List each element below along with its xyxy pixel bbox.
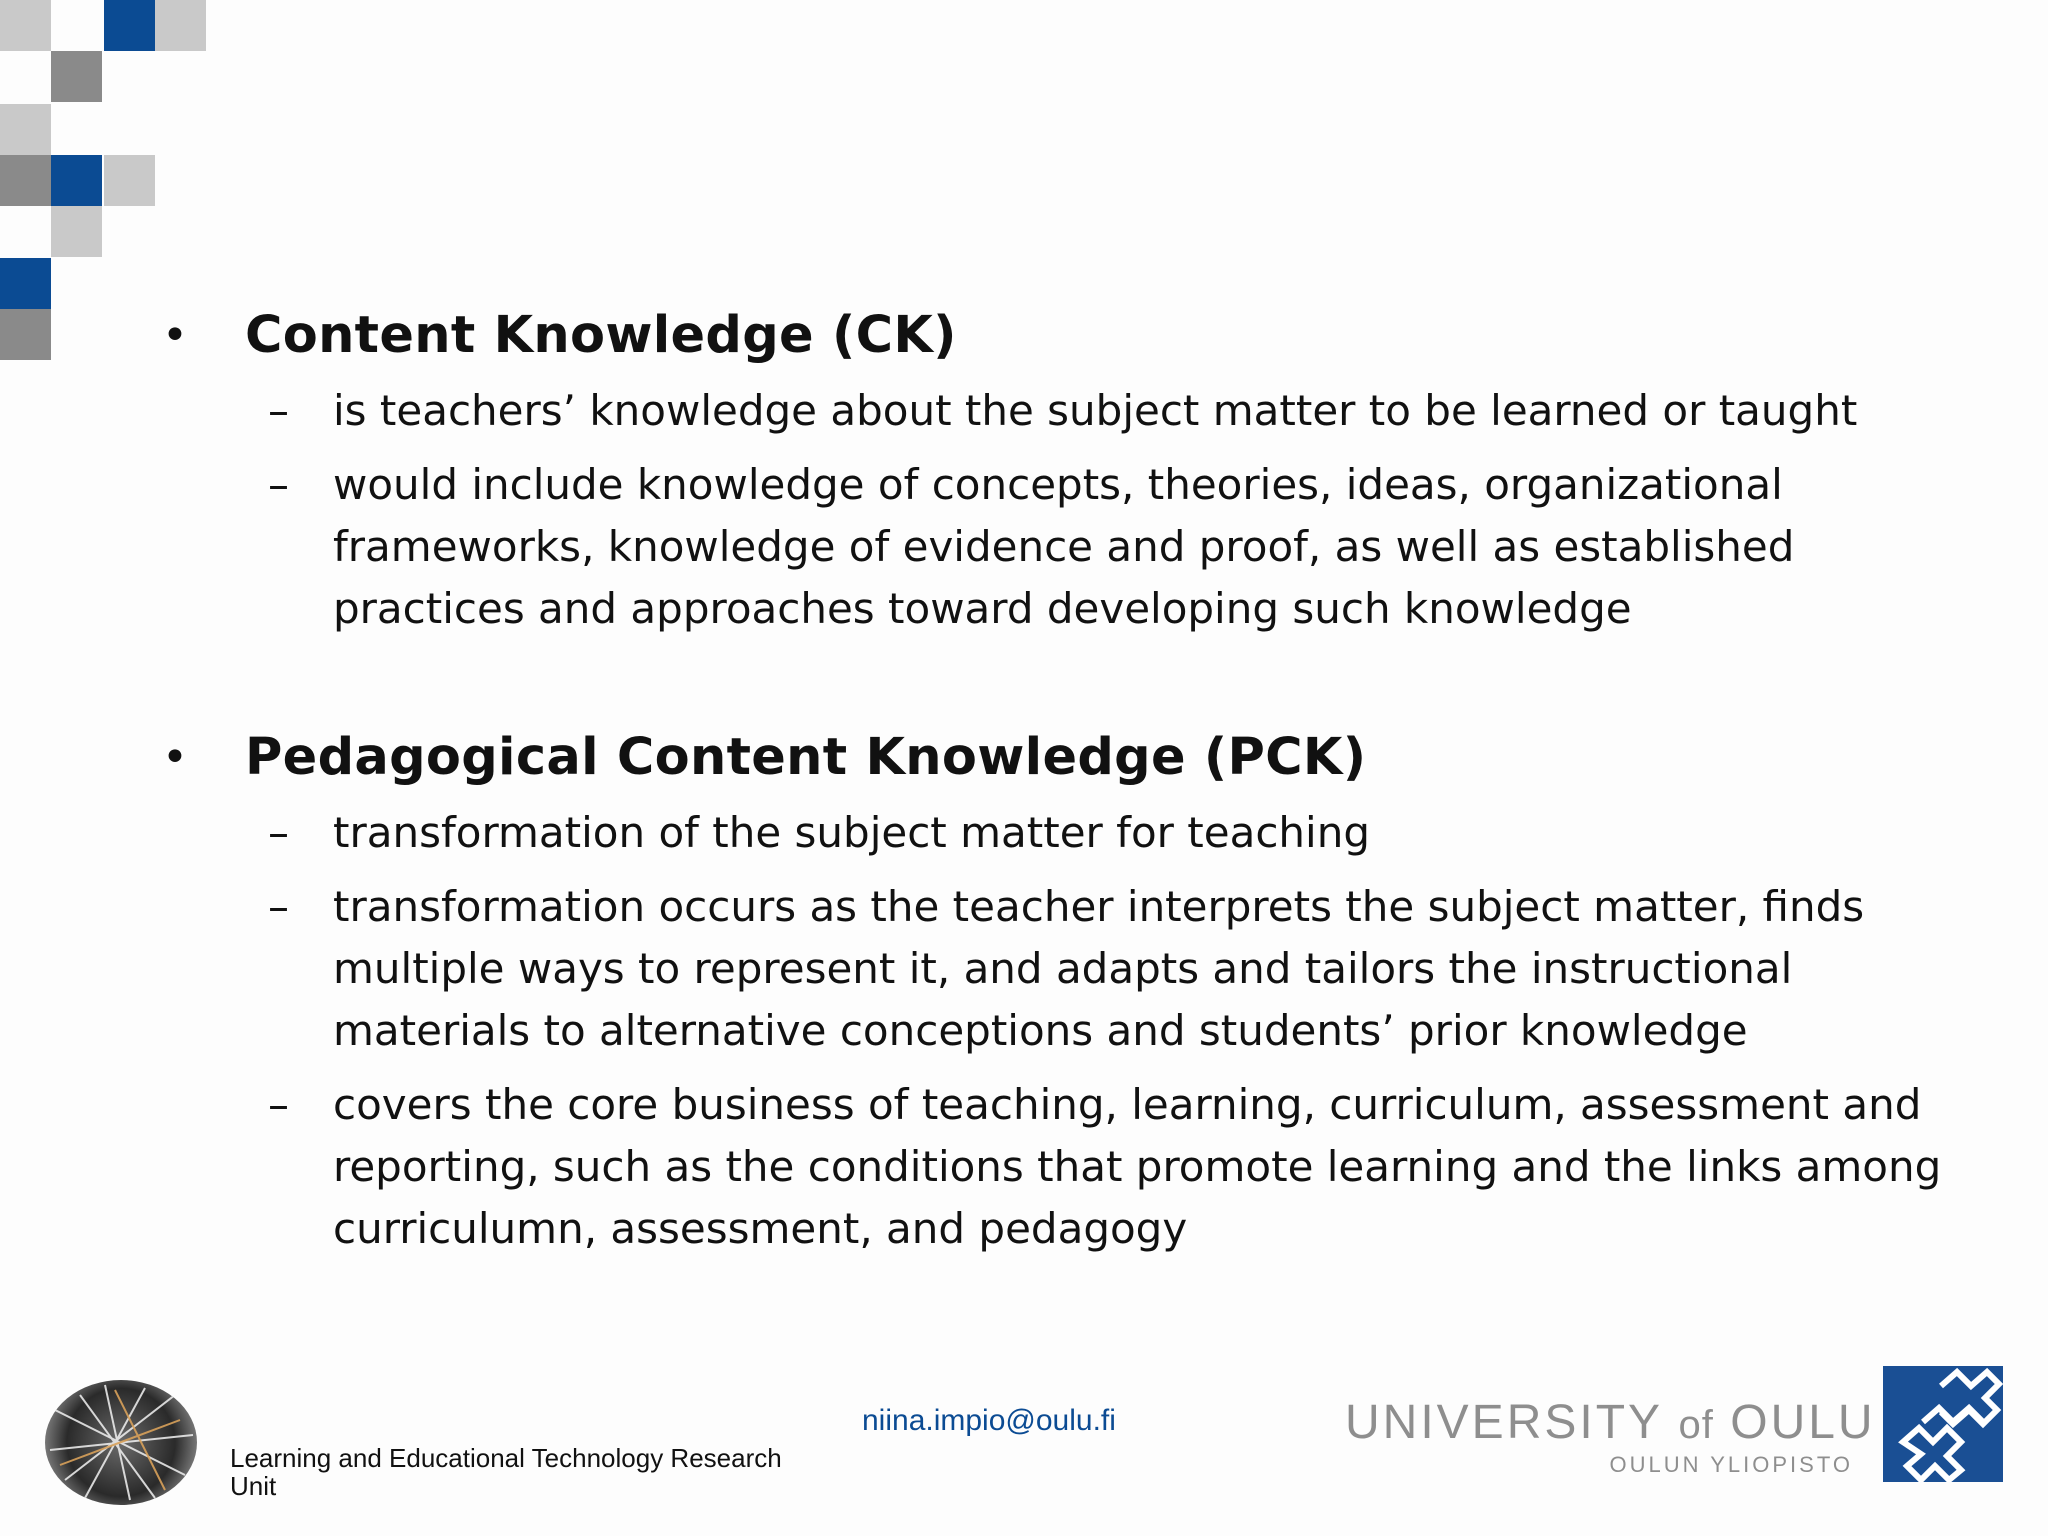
contact-email-link[interactable]: niina.impio@oulu.fi bbox=[862, 1404, 1116, 1437]
sub-bullet bbox=[160, 1074, 1990, 1260]
sub-bullet-text: covers the core business of teaching, learning, curriculum, assessment and reporting, such as the conditions that promote learning and the links among curriculumn, assessment, and pedagogy bbox=[333, 1080, 1942, 1253]
dash-marker: – bbox=[268, 386, 289, 435]
mosaic-square bbox=[0, 258, 51, 309]
network-lines-logo-icon bbox=[45, 1380, 197, 1505]
sub-bullet bbox=[160, 380, 1990, 442]
slide-content bbox=[160, 300, 1990, 1272]
university-of-word: of bbox=[1678, 1403, 1714, 1447]
dash-marker: – bbox=[268, 460, 289, 509]
university-city-word: OULU bbox=[1730, 1396, 1876, 1449]
mosaic-square bbox=[0, 155, 51, 206]
section-spacer bbox=[160, 652, 1990, 722]
bullet-marker: • bbox=[162, 310, 188, 361]
sub-bullet-text: transformation of the subject matter for teaching bbox=[333, 808, 1370, 857]
bullet-title: Pedagogical Content Knowledge (PCK) bbox=[245, 728, 1367, 787]
sub-bullet bbox=[160, 454, 1990, 640]
mosaic-square bbox=[51, 155, 102, 206]
sub-bullet-list bbox=[160, 802, 1990, 1260]
university-emblem-icon bbox=[1883, 1366, 2003, 1482]
mosaic-square bbox=[51, 206, 102, 257]
bullet-content-knowledge bbox=[160, 300, 1990, 372]
sub-bullet-text: would include knowledge of concepts, theories, ideas, organizational frameworks, knowledge of evidence and proof, as well as established practices and approaches toward developing such knowledge bbox=[333, 460, 1795, 633]
sub-bullet bbox=[160, 802, 1990, 864]
mosaic-square bbox=[51, 51, 102, 102]
mosaic-square bbox=[0, 104, 51, 155]
research-unit-label: Learning and Educational Technology Research Unit bbox=[230, 1443, 782, 1501]
dash-marker: – bbox=[268, 882, 289, 931]
network-lines-graphic bbox=[45, 1380, 197, 1505]
mosaic-square bbox=[155, 0, 206, 51]
mosaic-square bbox=[0, 0, 51, 51]
bullet-pedagogical-content-knowledge bbox=[160, 722, 1990, 794]
sub-bullet-list bbox=[160, 380, 1990, 640]
sub-bullet-text: transformation occurs as the teacher interprets the subject matter, finds multiple ways to represent it, and adapts and tailors the instructional materials to alternative conceptions and students’ prior knowledge bbox=[333, 882, 1865, 1055]
mosaic-square bbox=[104, 0, 155, 51]
university-word: UNIVERSITY bbox=[1345, 1396, 1663, 1449]
university-subtitle: OULUN YLIOPISTO bbox=[1609, 1452, 1853, 1477]
mosaic-square bbox=[104, 155, 155, 206]
university-wordmark bbox=[1345, 1395, 1876, 1450]
sub-bullet bbox=[160, 876, 1990, 1062]
bullet-title: Content Knowledge (CK) bbox=[245, 306, 957, 365]
sub-bullet-text: is teachers’ knowledge about the subject matter to be learned or taught bbox=[333, 386, 1858, 435]
emblem-graphic bbox=[1883, 1366, 2003, 1482]
dash-marker: – bbox=[268, 808, 289, 857]
bullet-marker: • bbox=[162, 732, 188, 783]
dash-marker: – bbox=[268, 1080, 289, 1129]
mosaic-square bbox=[0, 309, 51, 360]
